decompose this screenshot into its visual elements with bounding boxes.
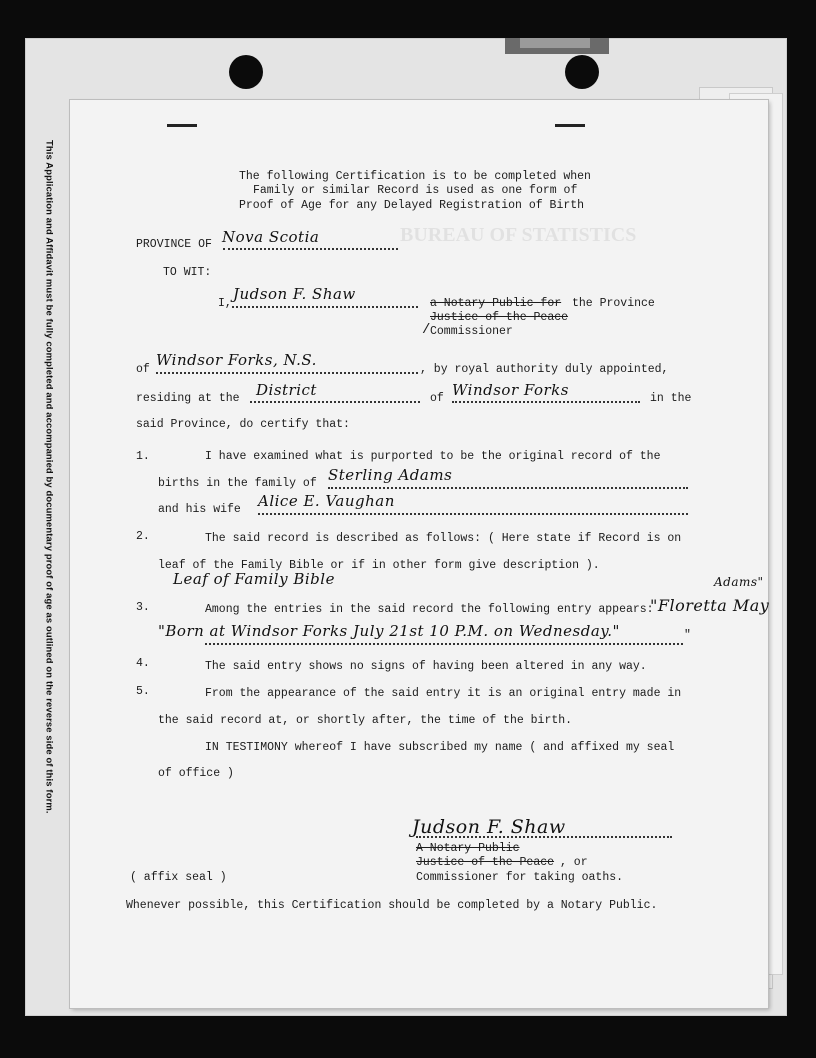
the-province: the Province: [572, 297, 655, 310]
item-4-text: The said entry shows no signs of having been altered in any way.: [205, 660, 647, 673]
item-4-number: 4.: [136, 657, 150, 670]
item-3-line-1: Among the entries in the said record the following entry appears:: [205, 603, 654, 616]
testimony-line-2: of office ): [158, 767, 234, 780]
residing-line: [250, 401, 420, 403]
item-2-line-2: leaf of the Family Bible or if in other form give description ).: [158, 559, 600, 572]
item-3-number: 3.: [136, 601, 150, 614]
item-3-entry-line: [205, 643, 683, 645]
province-value: Nova Scotia: [222, 228, 320, 246]
side-instruction-text: This Application and Affidavit must be fully completed and accompanied by documentary proof of age as outlined on the reverse side of this form.: [44, 140, 56, 814]
of-value: Windsor Forks, N.S.: [156, 351, 317, 369]
item-5-number: 5.: [136, 685, 150, 698]
of-line: [156, 372, 418, 374]
item-1-wife-label: and his wife: [158, 503, 241, 516]
declarant-name: Judson F. Shaw: [233, 285, 356, 303]
item-3-entry: "Born at Windsor Forks July 21st 10 P.M. on Wednesday.": [158, 622, 620, 640]
header-line-3: Proof of Age for any Delayed Registration of Birth: [239, 199, 585, 212]
royal-authority: , by royal authority duly appointed,: [420, 363, 669, 376]
of-label: of: [136, 363, 150, 376]
signature: Judson F. Shaw: [412, 816, 566, 838]
punch-hole-right: [565, 55, 599, 89]
signature-notary: A Notary Public: [416, 842, 520, 855]
item-1-family-label: births in the family of: [158, 477, 317, 490]
bleed-through: BUREAU OF STATISTICS: [400, 224, 637, 246]
signature-or: , or: [560, 856, 588, 869]
header-line-1: The following Certification is to be completed when: [239, 170, 591, 183]
residing-place: Windsor Forks: [452, 381, 569, 399]
said-province: said Province, do certify that:: [136, 418, 350, 431]
footer-note: Whenever possible, this Certification should be completed by a Notary Public.: [126, 899, 658, 912]
signature-commissioner: Commissioner for taking oaths.: [416, 871, 624, 884]
item-1-line-1: I have examined what is purported to be the original record of the: [205, 450, 661, 463]
item-1-number: 1.: [136, 450, 150, 463]
header-line-2: Family or similar Record is used as one form of: [253, 184, 578, 197]
item-1-family-line: [328, 487, 688, 489]
tape-strip-highlight: [520, 38, 590, 48]
item-3-name: "Floretta May: [650, 596, 770, 615]
affix-seal: ( affix seal ): [130, 871, 227, 884]
item-2-value: Leaf of Family Bible: [173, 570, 335, 588]
commissioner-label: Commissioner: [430, 325, 513, 338]
item-5-line-2: the said record at, or shortly after, the time of the birth.: [158, 714, 573, 727]
item-1-family-value: Sterling Adams: [328, 466, 453, 484]
in-the: in the: [650, 392, 692, 405]
signature-justice: Justice of the Peace: [416, 856, 555, 869]
item-2-line-1: The said record is described as follows: ( Here state if Record is on: [205, 532, 682, 545]
residing-label: residing at the: [136, 392, 240, 405]
item-1-wife-value: Alice E. Vaughan: [258, 492, 395, 510]
item-2-number: 2.: [136, 530, 150, 543]
item-5-line-1: From the appearance of the said entry it is an original entry made in: [205, 687, 682, 700]
province-line: [223, 248, 398, 250]
item-1-wife-line: [258, 513, 688, 515]
to-wit-label: TO WIT:: [163, 266, 212, 279]
testimony-line-1: IN TESTIMONY whereof I have subscribed my name ( and affixed my seal: [205, 741, 675, 754]
fold-mark-right: [555, 124, 585, 127]
residing-value: District: [256, 381, 317, 399]
signature-line: [416, 836, 672, 838]
item-3-close-quote: ": [684, 629, 691, 642]
residing-of: of: [430, 392, 444, 405]
i-label: I,: [218, 297, 232, 310]
fold-mark-left: [167, 124, 197, 127]
notary-struck: a Notary Public for: [430, 297, 562, 310]
province-label: PROVINCE OF: [136, 238, 212, 251]
residing-place-line: [452, 401, 640, 403]
item-3-surname: Adams": [714, 575, 764, 589]
declarant-line: [232, 306, 418, 308]
check-mark-icon: /: [422, 322, 431, 338]
justice-struck: Justice of the Peace: [430, 311, 569, 324]
punch-hole-left: [229, 55, 263, 89]
